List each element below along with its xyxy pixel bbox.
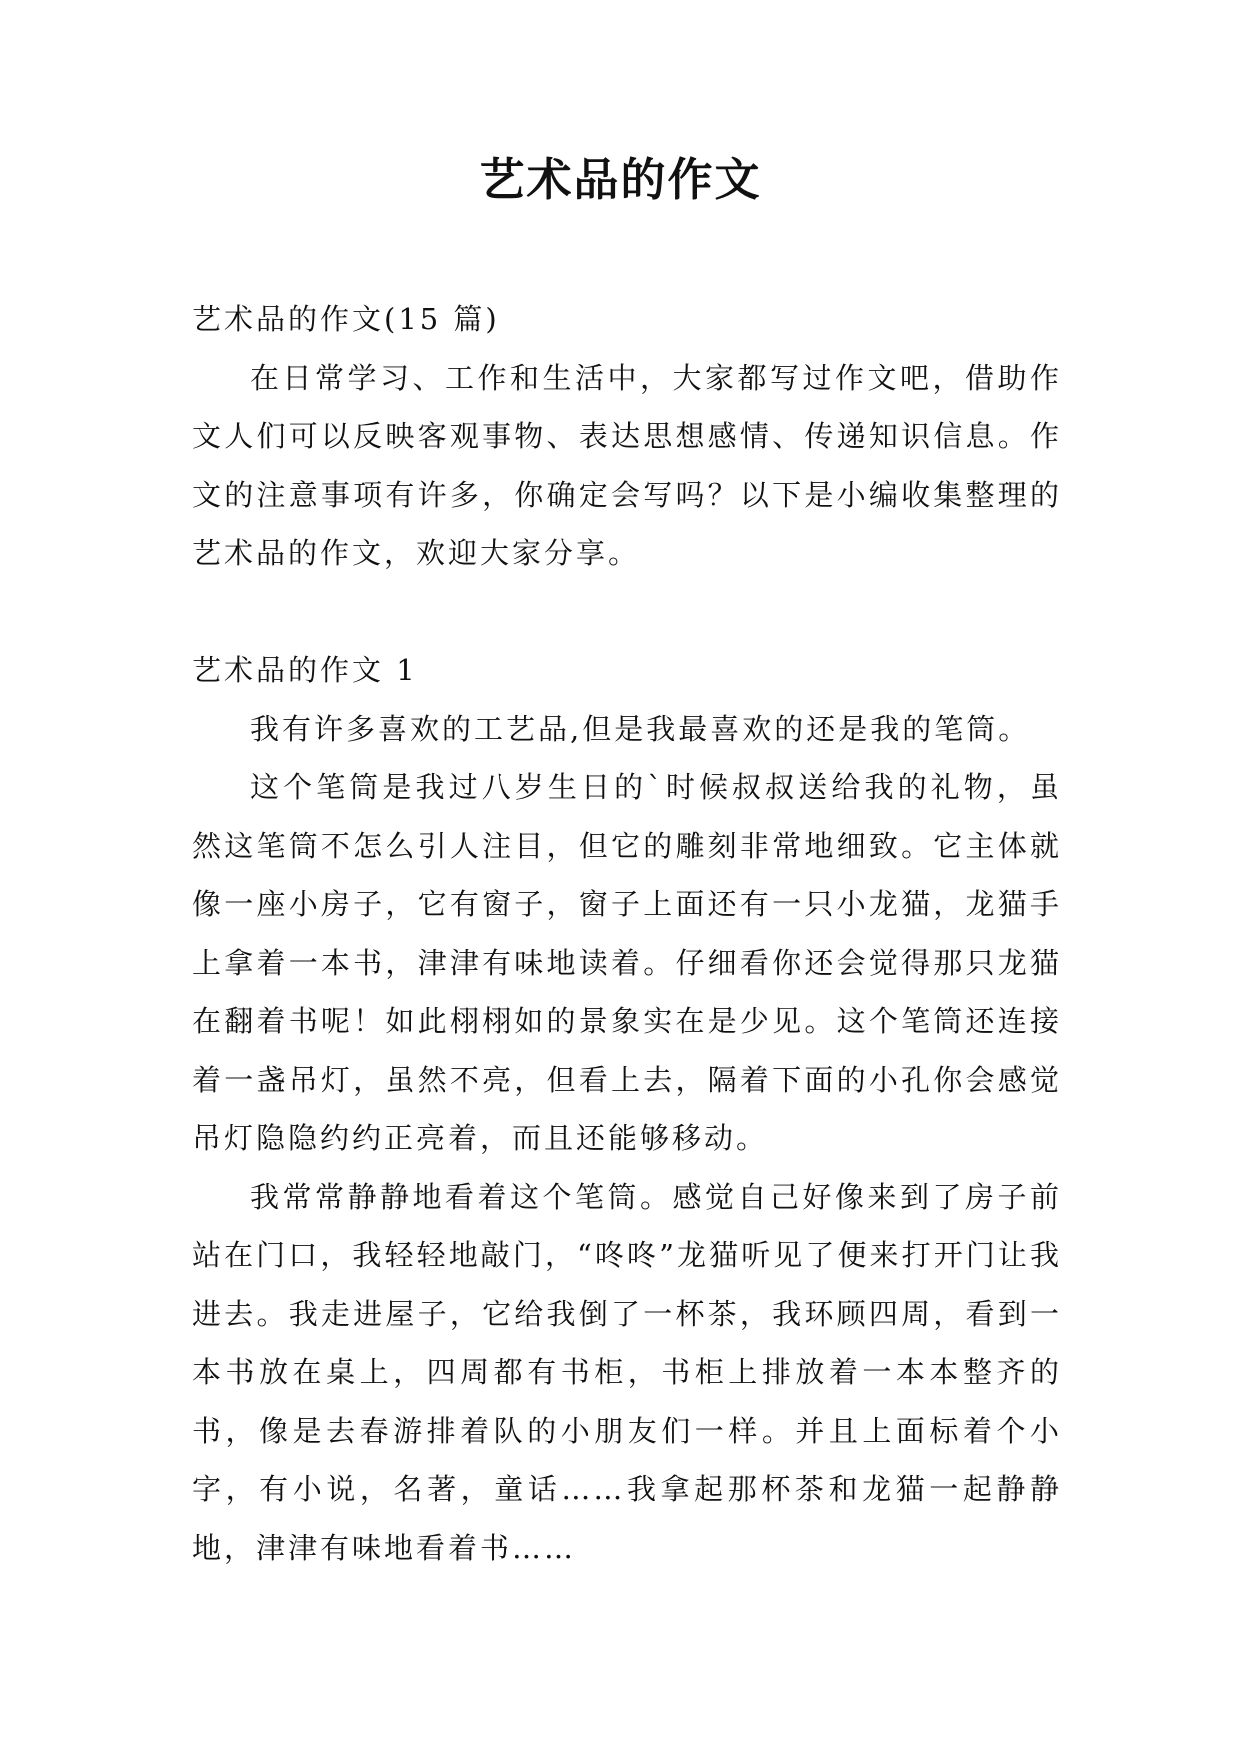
section-paragraph: 我常常静静地看着这个笔筒。感觉自己好像来到了房子前站在门口，我轻轻地敲门，“咚咚”龙猫听见了便来打开门让我进去。我走进屋子，它给我倒了一杯茶，我环顾四周，看到一本书放在桌上，四周都有书柜，书柜上排放着一本本整齐的书，像是去春游排着队的小朋友们一样。并且上面标着个小字，有小说，名著，童话……我拿起那杯茶和龙猫一起静静地，津津有味地看着书…… — [192, 1179, 1062, 1565]
document-title: 艺术品的作文 — [479, 153, 762, 206]
section-heading: 艺术品的作文 1 — [192, 653, 418, 687]
section-spacer — [192, 583, 1062, 642]
section-paragraph: 这个笔筒是我过八岁生日的`时候叔叔送给我的礼物，虽然这笔筒不怎么引人注目，但它的雕刻非常地细致。它主体就像一座小房子，它有窗子，窗子上面还有一只小龙猫，龙猫手上拿着一本书，津津有味地读着。仔细看你还会觉得那只龙猫在翻着书呢！如此栩栩如的景象实在是少见。这个笔筒还连接着一盏吊灯，虽然不亮，但看上去，隔着下面的小孔你会感觉吊灯隐隐约约正亮着，而且还能够移动。 — [192, 770, 1062, 1155]
document-body — [192, 290, 1062, 1577]
intro-paragraph: 在日常学习、工作和生活中，大家都写过作文吧，借助作文人们可以反映客观事物、表达思想感情、传递知识信息。作文的注意事项有许多，你确定会写吗？以下是小编收集整理的艺术品的作文，欢迎大家分享。 — [192, 360, 1062, 570]
collection-heading: 艺术品的作文(15 篇) — [192, 302, 500, 336]
section-paragraph: 我有许多喜欢的工艺品,但是我最喜欢的还是我的笔筒。 — [250, 711, 1031, 746]
